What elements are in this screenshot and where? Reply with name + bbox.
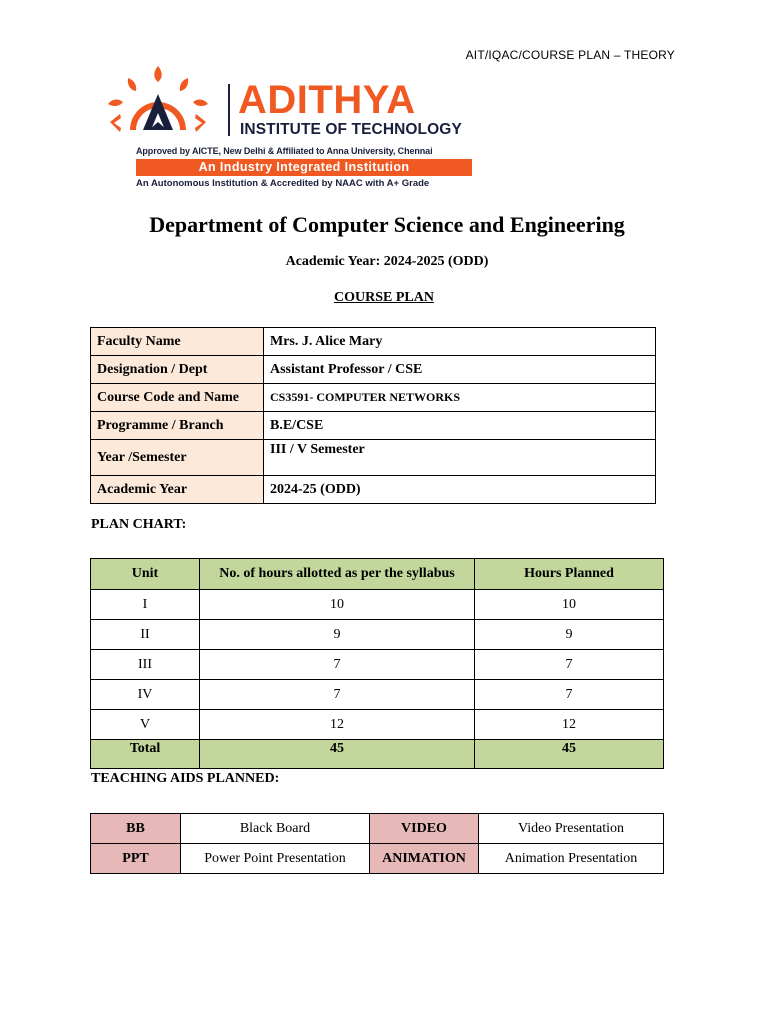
table-row	[91, 814, 664, 844]
department-title: Department of Computer Science and Engineering	[149, 212, 625, 237]
document-code: AIT/IQAC/COURSE PLAN – THEORY	[465, 48, 675, 62]
info-row	[91, 412, 656, 440]
table-cell: IV	[91, 680, 200, 710]
logo-divider	[228, 84, 230, 136]
logo-accreditation: An Autonomous Institution & Accredited by NAAC with A+ Grade	[136, 178, 430, 189]
table-cell: III	[91, 650, 200, 680]
logo-approved-text: Approved by AICTE, New Delhi & Affiliated to Anna University, Chennai	[136, 146, 433, 156]
table-row	[91, 590, 664, 620]
course-info-table	[90, 327, 656, 504]
table-row	[91, 620, 664, 650]
info-row	[91, 356, 656, 384]
table-cell: II	[91, 620, 200, 650]
column-header: Hours Planned	[475, 559, 664, 590]
table-header-row	[91, 559, 664, 590]
total-cell: 45	[475, 740, 664, 769]
info-value: Assistant Professor / CSE	[264, 356, 656, 384]
logo-name: ADITHYA	[238, 78, 416, 122]
aid-code: VIDEO	[370, 814, 479, 844]
sun-logo-icon	[100, 60, 220, 150]
info-row	[91, 440, 656, 476]
teaching-aids-heading: TEACHING AIDS PLANNED:	[91, 771, 280, 786]
table-row	[91, 650, 664, 680]
logo-subtitle: INSTITUTE OF TECHNOLOGY	[240, 121, 462, 138]
aid-description: Black Board	[181, 814, 370, 844]
info-label: Programme / Branch	[91, 412, 264, 440]
teaching-aids-table	[90, 813, 664, 874]
table-row	[91, 710, 664, 740]
total-cell: 45	[200, 740, 475, 769]
table-cell: 7	[475, 680, 664, 710]
info-label: Year /Semester	[91, 440, 264, 476]
info-label: Designation / Dept	[91, 356, 264, 384]
info-label: Faculty Name	[91, 328, 264, 356]
info-value: Mrs. J. Alice Mary	[264, 328, 656, 356]
column-header: No. of hours allotted as per the syllabus	[200, 559, 475, 590]
plan-chart-heading: PLAN CHART:	[91, 517, 187, 532]
plan-chart-table	[90, 558, 664, 769]
info-value: 2024-25 (ODD)	[264, 476, 656, 504]
table-cell: I	[91, 590, 200, 620]
info-row	[91, 476, 656, 504]
aid-description: Animation Presentation	[479, 844, 664, 874]
aid-code: BB	[91, 814, 181, 844]
info-value: III / V Semester	[264, 440, 656, 476]
info-value: B.E/CSE	[264, 412, 656, 440]
total-row	[91, 740, 664, 769]
table-cell: 10	[200, 590, 475, 620]
total-label: Total	[91, 740, 200, 769]
table-cell: 12	[475, 710, 664, 740]
info-row	[91, 328, 656, 356]
info-label: Course Code and Name	[91, 384, 264, 412]
institute-logo	[100, 60, 480, 195]
info-label: Academic Year	[91, 476, 264, 504]
table-cell: 7	[475, 650, 664, 680]
table-cell: 9	[200, 620, 475, 650]
column-header: Unit	[91, 559, 200, 590]
info-row	[91, 384, 656, 412]
course-plan-heading: COURSE PLAN	[334, 290, 434, 305]
table-row	[91, 844, 664, 874]
table-cell: V	[91, 710, 200, 740]
table-cell: 9	[475, 620, 664, 650]
info-value: CS3591- COMPUTER NETWORKS	[264, 384, 656, 412]
logo-banner: An Industry Integrated Institution	[136, 159, 472, 176]
aid-description: Power Point Presentation	[181, 844, 370, 874]
aid-code: PPT	[91, 844, 181, 874]
aid-code: ANIMATION	[370, 844, 479, 874]
table-cell: 12	[200, 710, 475, 740]
table-cell: 7	[200, 680, 475, 710]
academic-year-heading: Academic Year: 2024-2025 (ODD)	[285, 254, 489, 269]
table-cell: 7	[200, 650, 475, 680]
table-cell: 10	[475, 590, 664, 620]
table-row	[91, 680, 664, 710]
aid-description: Video Presentation	[479, 814, 664, 844]
